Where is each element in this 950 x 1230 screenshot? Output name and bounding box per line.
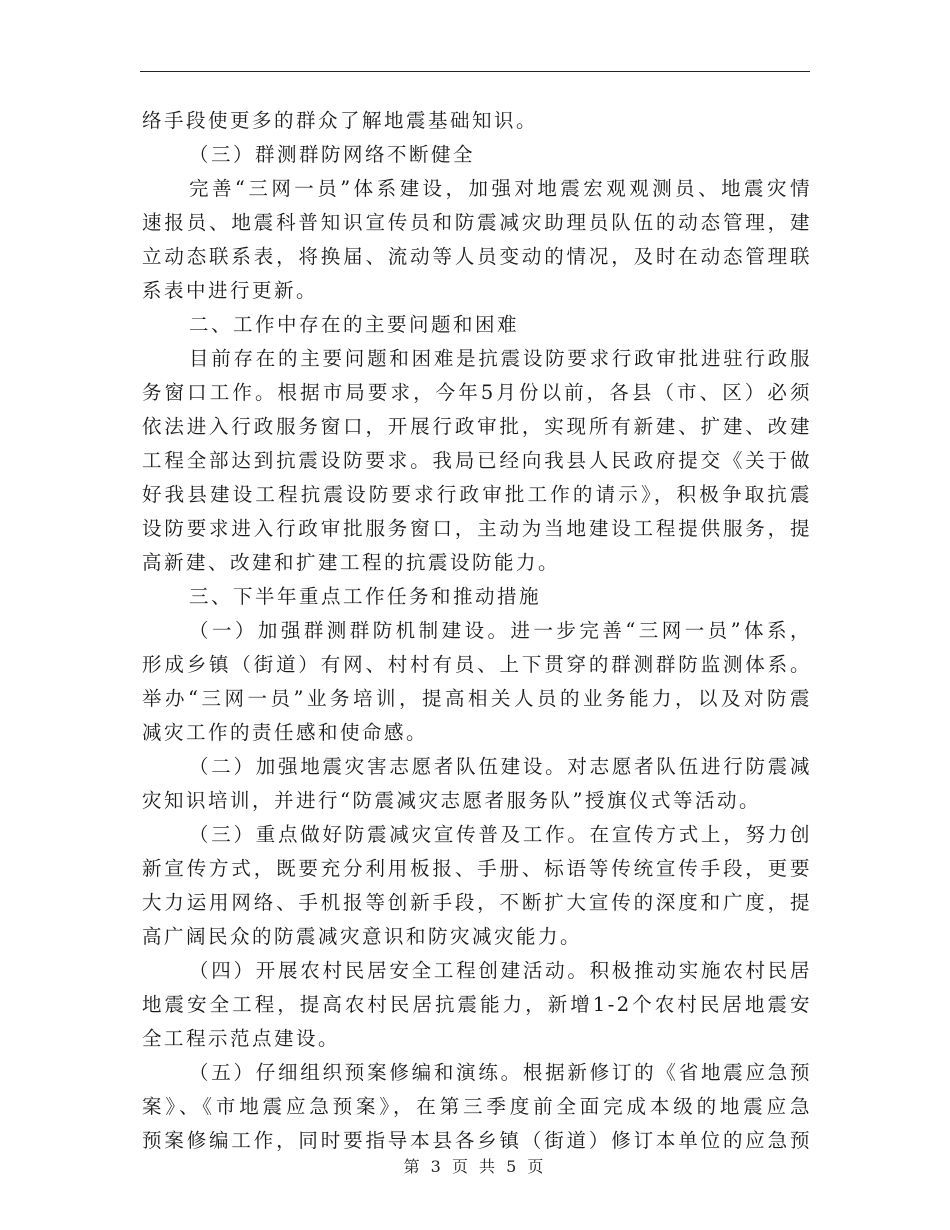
text-line: 络手段使更多的群众了解地震基础知识。 (142, 109, 539, 132)
text-line: 灾知识培训，并进行“防震减灾志愿者服务队”授旗仪式等活动。 (142, 789, 761, 812)
text-line: （一）加强群测群防机制建设。进一步完善“三网一员”体系， (189, 619, 812, 642)
text-line: 大力运用网络、手机报等创新手段，不断扩大宣传的深度和广度，提 (142, 891, 812, 914)
text-line: 地震安全工程，提高农村民居抗震能力，新增1-2个农村民居地震安 (142, 993, 812, 1016)
text-line: （三）群测群防网络不断健全 (189, 143, 476, 166)
text-line: （二）加强地震灾害志愿者队伍建设。对志愿者队伍进行防震减 (189, 755, 812, 778)
document-body (142, 104, 812, 1158)
text-line: 高新建、改建和扩建工程的抗震设防能力。 (142, 551, 561, 574)
text-line: 二、工作中存在的主要问题和困难 (189, 313, 520, 336)
text-line: （五）仔细组织预案修编和演练。根据新修订的《省地震应急预 (189, 1061, 812, 1084)
text-line: 目前存在的主要问题和困难是抗震设防要求行政审批进驻行政服 (189, 347, 812, 370)
text-line: 新宣传方式，既要充分利用板报、手册、标语等传统宣传手段，更要 (142, 857, 812, 880)
text-line: 务窗口工作。根据市局要求，今年5月份以前，各县（市、区）必须 (142, 381, 812, 404)
header-rule (140, 71, 810, 72)
text-line: 速报员、地震科普知识宣传员和防震减灾助理员队伍的动态管理，建 (142, 211, 812, 234)
text-line: 案》、《市地震应急预案》，在第三季度前全面完成本级的地震应急 (142, 1095, 812, 1118)
page-footer: 第 3 页 共 5 页 (403, 1157, 547, 1176)
text-line: 完善“三网一员”体系建设，加强对地震宏观观测员、地震灾情 (189, 177, 812, 200)
text-line: 减灾工作的责任感和使命感。 (142, 721, 429, 744)
text-line: 预案修编工作，同时要指导本县各乡镇（街道）修订本单位的应急预 (142, 1129, 812, 1152)
text-line: 系表中进行更新。 (142, 279, 319, 302)
text-line: 好我县建设工程抗震设防要求行政审批工作的请示》，积极争取抗震 (142, 483, 812, 506)
text-line: 形成乡镇（街道）有网、村村有员、上下贯穿的群测群防监测体系。 (142, 653, 812, 676)
text-line: 立动态联系表，将换届、流动等人员变动的情况，及时在动态管理联 (142, 245, 812, 268)
text-line: （三）重点做好防震减灾宣传普及工作。在宣传方式上，努力创 (189, 823, 812, 846)
text-line: 三、下半年重点工作任务和推动措施 (189, 585, 542, 608)
text-line: 工程全部达到抗震设防要求。我局已经向我县人民政府提交《关于做 (142, 449, 812, 472)
text-line: 设防要求进入行政审批服务窗口，主动为当地建设工程提供服务，提 (142, 517, 812, 540)
text-line: 高广阔民众的防震减灾意识和防灾减灾能力。 (142, 925, 583, 948)
text-line: 全工程示范点建设。 (142, 1027, 341, 1050)
text-line: 举办“三网一员”业务培训，提高相关人员的业务能力，以及对防震 (142, 687, 812, 710)
text-line: 依法进入行政服务窗口，开展行政审批，实现所有新建、扩建、改建 (142, 415, 812, 438)
text-line: （四）开展农村民居安全工程创建活动。积极推动实施农村民居 (189, 959, 812, 982)
